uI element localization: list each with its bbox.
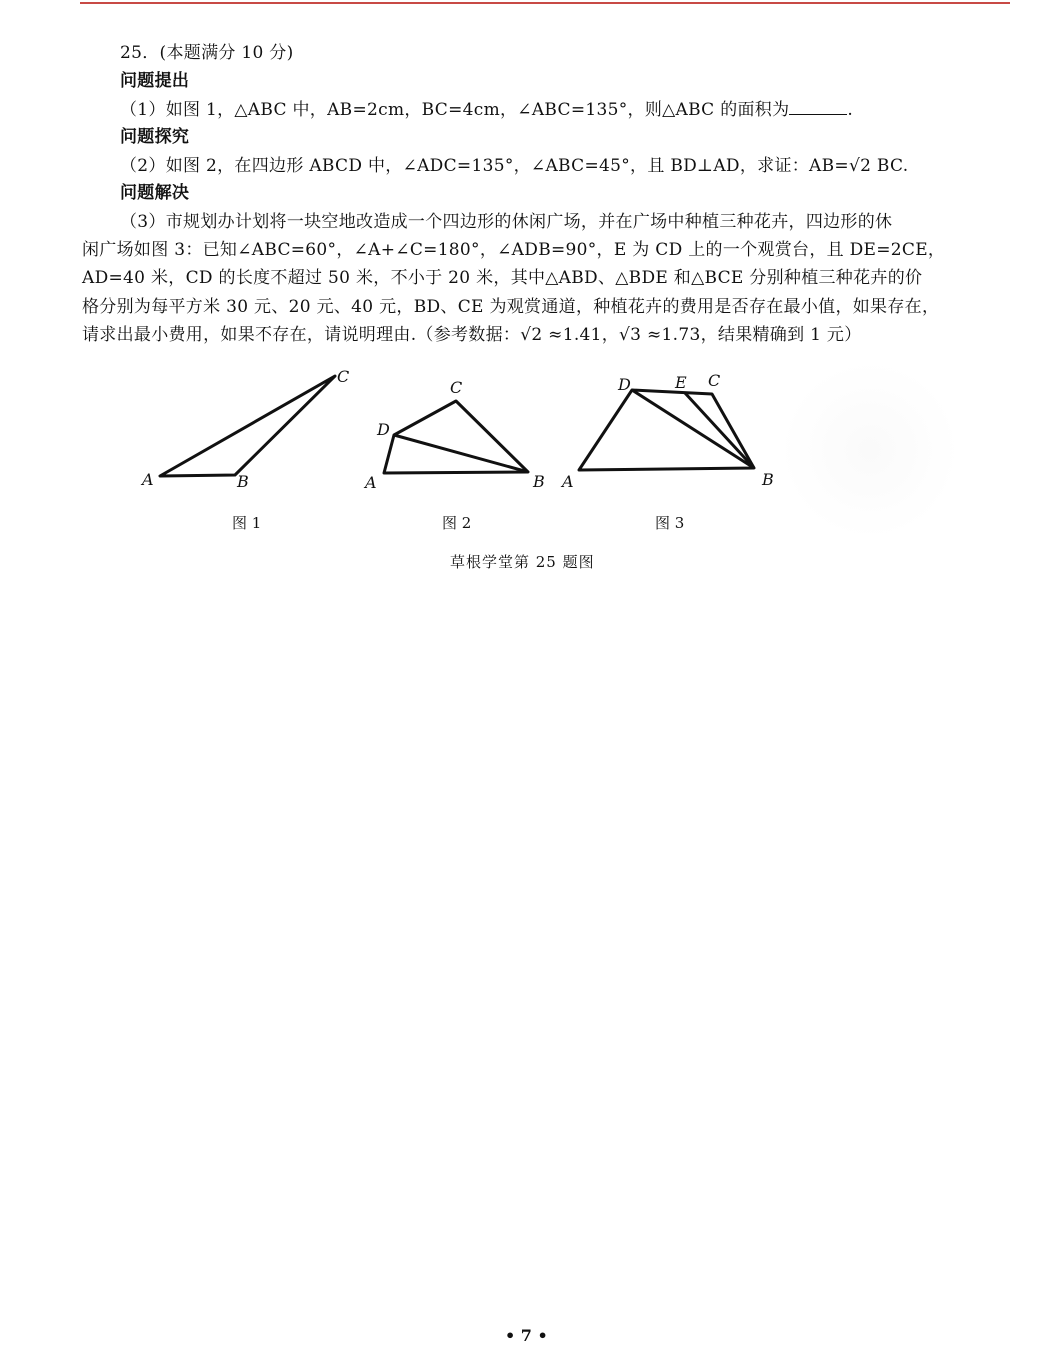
part3-line-5: 请求出最小费用，如果不存在，请说明理由.（参考数据：√2 ≈1.41，√3 ≈1.73，结果精确到 1 元） xyxy=(82,325,862,345)
fig2-point-c: C xyxy=(450,378,463,397)
figure-3-plaza xyxy=(570,380,770,480)
fig2-label: 图 2 xyxy=(442,514,472,532)
page-number: • 7 • xyxy=(505,1326,548,1345)
triangle-abc xyxy=(160,376,335,476)
fig1-point-a: A xyxy=(142,470,154,489)
section-title-explore: 问题探究 xyxy=(120,127,190,147)
fig1-label: 图 1 xyxy=(232,514,262,532)
part3-line-2: 闲广场如图 3：已知∠ABC=60°，∠A+∠C=180°，∠ADB=90°，E 为 CD 上的一个观赏台，且 DE=2CE， xyxy=(82,240,946,260)
part3-line-3: AD=40 米，CD 的长度不超过 50 米，不小于 20 米，其中△ABD、△BDE 和△BCE 分别种植三种花卉的价 xyxy=(82,268,923,288)
part3-line-1: （3）市规划办计划将一块空地改造成一个四边形的休闲广场，并在广场中种植三种花卉，四边形的休 xyxy=(120,212,893,232)
fig3-point-d: D xyxy=(618,375,631,394)
fig3-label: 图 3 xyxy=(655,514,685,532)
fig1-point-c: C xyxy=(337,367,350,386)
scan-glare xyxy=(780,360,960,540)
fig3-point-e: E xyxy=(675,373,687,392)
top-rule xyxy=(80,2,1010,4)
fig2-point-b: B xyxy=(533,472,545,491)
part2-text: （2）如图 2，在四边形 ABCD 中，∠ADC=135°，∠ABC=45°，且 BD⊥AD，求证：AB=√2 BC. xyxy=(120,156,909,176)
figure-caption: 草根学堂第 25 题图 xyxy=(450,553,595,571)
fig3-point-b: B xyxy=(762,470,774,489)
part1-text xyxy=(120,98,853,121)
answer-blank xyxy=(789,98,847,115)
section-title-propose: 问题提出 xyxy=(120,71,190,91)
problem-header: 25．(本题满分 10 分) xyxy=(120,43,294,63)
fig1-point-b: B xyxy=(237,472,249,491)
fig3-point-a: A xyxy=(562,472,574,491)
part1-period: . xyxy=(847,100,854,120)
fig2-point-a: A xyxy=(365,473,377,492)
fig3-point-c: C xyxy=(708,371,721,390)
part3-line-4: 格分别为每平方米 30 元、20 元、40 元，BD、CE 为观赏通道，种植花卉的费用是否存在最小值，如果存在， xyxy=(82,297,940,317)
part1-question: （1）如图 1，△ABC 中，AB=2cm，BC=4cm，∠ABC=135°，则△ABC 的面积为 xyxy=(120,100,790,120)
quadrilateral-plaza xyxy=(579,390,754,470)
section-title-solve: 问题解决 xyxy=(120,183,190,203)
fig2-point-d: D xyxy=(377,420,390,439)
